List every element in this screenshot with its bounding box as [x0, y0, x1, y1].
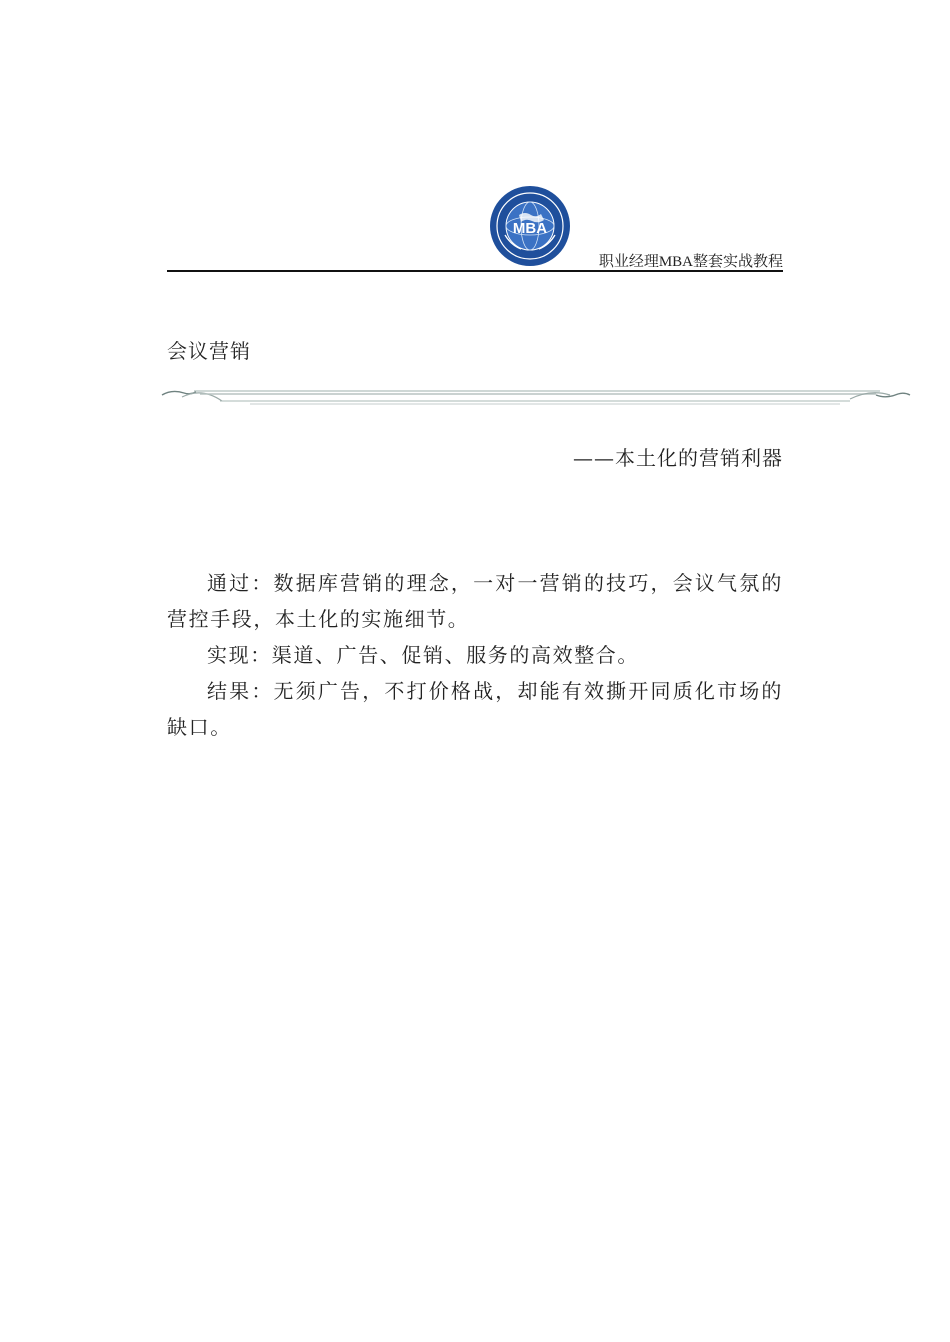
header-rule	[167, 270, 783, 272]
mba-logo-icon	[489, 185, 571, 267]
document-title: 会议营销	[167, 339, 251, 363]
paragraph-result: 结果：无须广告，不打价格战，却能有效撕开同质化市场的缺口。	[167, 679, 783, 739]
paragraph-realization: 实现：渠道、广告、促销、服务的高效整合。	[207, 643, 639, 667]
document-body	[167, 565, 783, 745]
logo-text: MBA	[512, 220, 548, 237]
paragraph-approach: 通过：数据库营销的理念，一对一营销的技巧，会议气氛的营控手段，本土化的实施细节。	[167, 571, 783, 631]
document-subtitle: ——本土化的营销利器	[573, 446, 783, 470]
ornament-divider	[160, 383, 912, 409]
header-title: 职业经理MBA整套实战教程	[598, 254, 783, 270]
